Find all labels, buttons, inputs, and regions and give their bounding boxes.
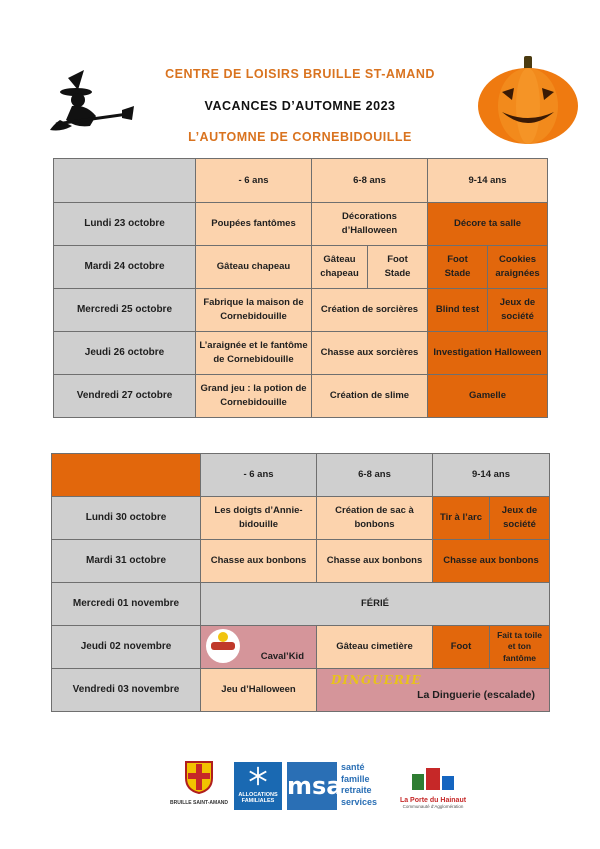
activity-cell: Gamelle xyxy=(428,375,548,418)
activity-cell: Foot xyxy=(433,626,490,669)
col-header-6-8: 6-8 ans xyxy=(312,159,428,203)
center-title: CENTRE DE LOISIRS BRUILLE ST-AMAND xyxy=(165,67,435,81)
day-cell: Mercredi 25 octobre xyxy=(54,289,196,332)
col-header-9-14: 9-14 ans xyxy=(433,454,550,497)
holiday-cell: FÉRIÉ xyxy=(201,583,550,626)
col-header-6-8: 6-8 ans xyxy=(317,454,433,497)
activity-cell: Création de sac à bonbons xyxy=(317,497,433,540)
cavalkid-logo-icon xyxy=(203,628,243,664)
pumpkin-icon xyxy=(476,54,580,146)
day-cell: Jeudi 26 octobre xyxy=(54,332,196,375)
activity-cell: Les doigts d’Annie-bidouille xyxy=(201,497,317,540)
snowflake-icon xyxy=(247,765,269,787)
holiday-title: VACANCES D’AUTOMNE 2023 xyxy=(204,99,396,113)
col-header-under6: - 6 ans xyxy=(201,454,317,497)
week1-table xyxy=(53,158,548,418)
activity-cell: Décorations d’Halloween xyxy=(312,203,428,246)
dinguerie-logo-icon: DINGUERIE xyxy=(331,673,422,687)
activity-cell: Fait ta toile et ton fantôme xyxy=(490,626,550,669)
week2-table xyxy=(51,453,550,712)
activity-cell: DINGUERIE La Dinguerie (escalade) xyxy=(317,669,550,712)
activity-cell: Chasse aux bonbons xyxy=(433,540,550,583)
msa-logo: msa xyxy=(287,762,337,810)
activity-cell: Poupées fantômes xyxy=(196,203,312,246)
activity-cell: Jeu d’Halloween xyxy=(201,669,317,712)
activity-cell: Chasse aux bonbons xyxy=(317,540,433,583)
corner-cell xyxy=(54,159,196,203)
theme-title: L’AUTOMNE DE CORNEBIDOUILLE xyxy=(188,130,412,144)
activity-cell: Création de sorcières xyxy=(312,289,428,332)
bruille-logo: BRUILLE SAINT-AMAND xyxy=(168,760,230,810)
caf-logo: ALLOCATIONS FAMILIALES xyxy=(234,762,282,810)
activity-cell: Gâteau chapeau xyxy=(312,246,368,289)
activity-cell: Création de slime xyxy=(312,375,428,418)
witch-icon xyxy=(46,70,134,140)
msa-services: santé famille retraite services xyxy=(341,762,378,807)
activity-cell: Décore ta salle xyxy=(428,203,548,246)
activity-cell: Chasse aux sorcières xyxy=(312,332,428,375)
activity-cell: Jeux de société xyxy=(488,289,548,332)
day-cell: Vendredi 03 novembre xyxy=(52,669,201,712)
day-cell: Mercredi 01 novembre xyxy=(52,583,201,626)
activity-cell: Blind test xyxy=(428,289,488,332)
activity-cell: Fabrique la maison de Cornebidouille xyxy=(196,289,312,332)
activity-cell: Caval’Kid xyxy=(201,626,317,669)
day-cell: Jeudi 02 novembre xyxy=(52,626,201,669)
day-cell: Mardi 31 octobre xyxy=(52,540,201,583)
day-cell: Mardi 24 octobre xyxy=(54,246,196,289)
activity-cell: Gâteau cimetière xyxy=(317,626,433,669)
porte-hainaut-logo: La Porte du Hainaut Communauté d’Agglomération xyxy=(396,764,470,809)
activity-cell: Tir à l’arc xyxy=(433,497,490,540)
col-header-under6: - 6 ans xyxy=(196,159,312,203)
shield-icon xyxy=(184,760,214,794)
day-cell: Lundi 30 octobre xyxy=(52,497,201,540)
activity-cell: Chasse aux bonbons xyxy=(201,540,317,583)
activity-cell: Foot Stade xyxy=(368,246,428,289)
activity-cell: Gâteau chapeau xyxy=(196,246,312,289)
activity-cell: L’araignée et le fantôme de Cornebidouille xyxy=(196,332,312,375)
activity-cell: Jeux de société xyxy=(490,497,550,540)
activity-cell: Cookies araignées xyxy=(488,246,548,289)
partner-logos xyxy=(0,760,600,815)
activity-cell: Investigation Halloween xyxy=(428,332,548,375)
col-header-9-14: 9-14 ans xyxy=(428,159,548,203)
corner-cell xyxy=(52,454,201,497)
day-cell: Lundi 23 octobre xyxy=(54,203,196,246)
activity-cell: Grand jeu : la potion de Cornebidouille xyxy=(196,375,312,418)
buildings-icon xyxy=(408,764,458,792)
day-cell: Vendredi 27 octobre xyxy=(54,375,196,418)
activity-cell: Foot Stade xyxy=(428,246,488,289)
